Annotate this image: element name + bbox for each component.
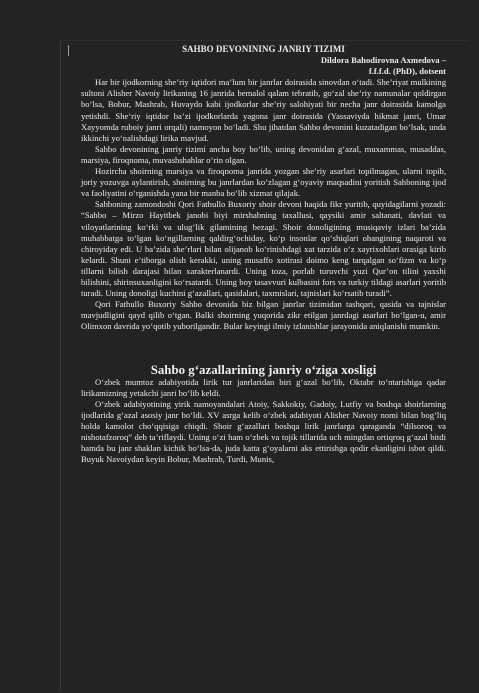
text-cursor [68,45,69,56]
paragraph: Hozircha shoirning marsiya va firoqnoma janrida yozgan she’riy asarlari topilmagan, ularni topib, joriy yozuvga aylantirish, shoirning bu janrlardan ko‘zlagan g‘oyaviy maqsadini yoritish Sahboning ijod va faoliyatini o‘rganishda yana bir manba bo‘lib xizmat qilajak. [81,166,446,199]
section-title: Sahbo g‘azallarining janriy o‘ziga xosligi [150,363,377,378]
document-body [81,44,446,465]
paragraph: O‘zbek mumtoz adabiyotida lirik tur janrlaridan biri g‘azal bo‘lib, Oktabr to‘ntarishiga qadar lirikamizning yetakchi janri bo‘lib keldi. [81,376,446,398]
paragraph: Har bir ijodkorning she’riy iqtidori ma’lum bir janrlar doirasida sinovdan o‘tadi. She’riyat mulkining sultoni Alisher Navoiy lirikaning 16 janrida bemalol qalam tebratib, go‘zal she’riy namunalar qoldirgan bo‘lsa, Bobur, Mashrab, Huvaydo kabi ijodkorlar she’riy salohiyati bir necha janr doirasida kamolga yetishdi. She’riy iqtidor ba’zi ijodkorlarda yagona janr doirasida (Yassaviyda hikmat janri, Umar Xayyomda ruboiy janri orqali) namoyon bo‘ladi. Shu jihatdan Sahbo devonini kuzatadigan bo‘lsak, unda ikkinchi yo‘nalishdagi lirika mavjud. [81,77,446,143]
paragraph: Qori Fathullo Buxoriy Sahbo devonida biz bilgan janrlar tizimidan tashqari, qasida va tajnislar mavjudligini qayd qilib o‘tgan. Balki shoirning yuqorida zikr etilgan janrdagi asarlari bo‘lgan-u, amir Olimxon davrida yo‘qotib yuborilgandir. Bular keyingi ilmiy izlanishlar jarayonida aniqlanishi mumkin. [81,299,446,332]
paragraph: Sahbo devonining janriy tizimi ancha boy bo‘lib, uning devonidan g‘azal, muxammas, musaddas, marsiya, firoqnoma, muvashshahlar o‘rin olgan. [81,143,446,165]
document-title: SAHBO DEVONINING JANRIY TIZIMI [182,44,345,54]
paragraph: Sahboning zamondoshi Qori Fathullo Buxoriy shoir devoni haqida fikr yuritib, quyidagilarni yozadi: “Sahbo – Mirzo Hayitbek janobi biyi mirshabning taxallusi, qaysiki amir saltanati, davlati va viloyatlarining ko‘rki va ulug‘lik gilamining bezagi. Shoir donoligining musiqaviy izlari ba’zida muhabbatga to‘lgan ko‘ngillarning qaldirg‘ochiday, ko‘p insonlar qo‘shiqlari ohangining naqaroti va chiroyiday edi. U ba’zida she’rlari bilan olijanob ko‘rinishdagi xat tarzida o‘z xayrixohlari orasiga kirib kelardi. Shuni e’tiborga olish kerakki, uning musaffo xotirasi doimo keng tarqalgan so‘fizm va ko‘p tillarni bilish darajasi bilan xarakterlanardi. Uning toza, porlab turuvchi yuzi Qur’on tilini yaxshi bilishini, shirinsuxanligini ko‘rsatardi. Uning boy tasavvuri kulbasini fors va turkiy tildagi asarlari yoritib turadi. Uning donoligi kuchini g‘azallari, qasidalari, taxmislari, tajnislari ko‘rsatib turadi”. [81,199,446,299]
author-name: Dildora Bahodirovna Axmedova – [320,55,446,66]
paragraph: O‘zbek adabiyotining yirik namoyandalari Atoiy, Sakkokiy, Gadoiy, Lutfiy va boshqa shoirlarning ijodlarida g‘azal asosiy janr bo‘ldi. XV asrga kelib o‘zbek adabiyoti Alisher Navoiy nomi bilan bog‘liq holda kamolot cho‘qqisiga chiqdi. Shoir g‘azallari boshqa lirik janrlarga qaraganda “dilsoroq va nishotafzoroq” deb ta’riflaydi. Uning o‘zi ham o‘zbek va tojik tillarida uch mingdan ortiqroq g‘azal bitdi hamda bu janr shaklan kichik bo‘lsa-da, juda katta g‘oyalarni aks ettirishga qodir ekanligini isbot qildi. Buyuk Navoiydan keyin Bobur, Mashrab, Turdi, Munis, [81,398,446,465]
section-spacer [81,332,446,365]
author-degree: f.f.f.d. (PhD), dotsent [368,66,446,77]
